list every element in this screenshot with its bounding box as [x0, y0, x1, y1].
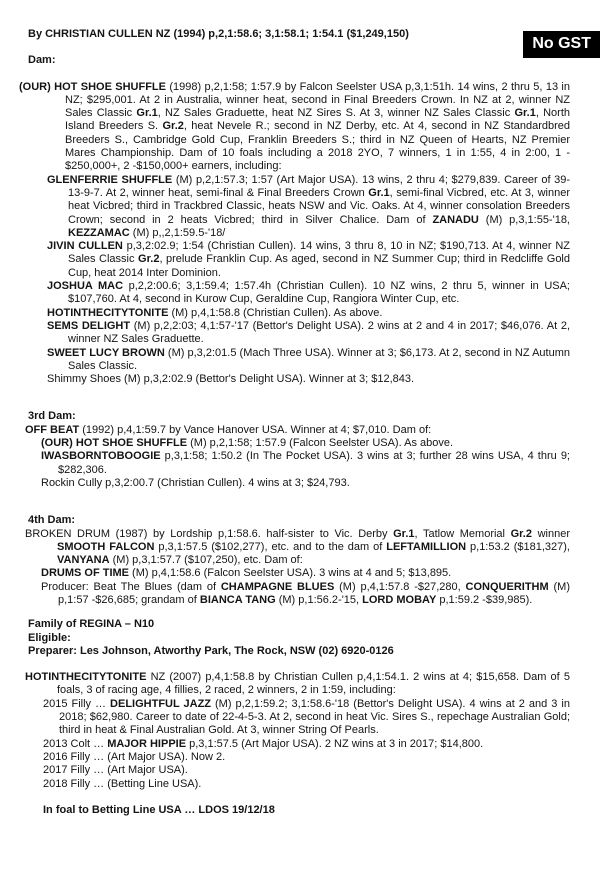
text-segment: IWASBORNTOBOOGIE: [41, 450, 161, 463]
text-segment: p,2,2:00.6; 3,1:59.4; 1:57.4h (Christian Cullen). 10 NZ wins, 2 thru 5, winner in USA; $107,760. At 4, second in Kurow Cup, Geraldine Cup, Rangiora Winter Cup, etc.: [68, 280, 570, 306]
foal-2017: [0, 764, 570, 777]
text-segment: DELIGHTFUL JAZZ: [110, 697, 212, 710]
progeny-hotinthecitytonite: [0, 307, 570, 320]
text-segment: p,1:59.2 -$39,985).: [436, 593, 533, 606]
text-segment: , heat Nevele R.; second in NZ Derby, etc. At 4, second in NZ Standardbred Breeders S., Cambridge Gold Cup, Franklin Breeders S.; third in NZ Queen of Hearts, NZ Premier Mares Championship. Dam of 10 foals including a 2018 2YO, 7 winners, 1 in 1:55, 4 in 2:00, 1 - $250,000+, 2 -$150,000+ earners, including:: [65, 120, 570, 173]
text-segment: By CHRISTIAN CULLEN NZ (1994) p,2,1:58.6; 3,1:58.1; 1:54.1 ($1,249,150): [28, 28, 409, 40]
text-segment: Gr.1: [136, 107, 158, 120]
fourth-dam-label: [28, 514, 570, 527]
text-segment: (M) p,,2,1:59.5-'18/: [129, 226, 226, 239]
text-segment: , semi-final Vicbred, etc. At 3, winner heat Vicbred; third in Trackbred Classic, heats NSW and Vic. Oaks. At 4, winner consolation Breeders Crown; second in 2 heats Vicbred; third in Silver Chalice. Dam of: [68, 186, 570, 226]
in-foal-section: [0, 804, 570, 817]
text-segment: (M) p,2,1:59.2; 3,1:58.6-'18 (Bettor's Delight USA). 4 wins at 2 and 3 in 2018; $62,980. Career to date of 22-4-5-3. At 2, second in heat Vic. Sires S., repechage Australian Gold; third in heat & Final Australian Gold. At 3, winner String Of Pearls.: [59, 697, 570, 737]
text-segment: , Tatlow Memorial: [414, 527, 511, 540]
text-segment: DRUMS OF TIME: [41, 567, 129, 580]
fourth-dam-entry: [0, 528, 570, 568]
text-segment: HOTINTHECITYTONITE: [47, 306, 169, 319]
fourth-dam-section: [0, 514, 570, 607]
text-segment: 3rd Dam:: [28, 410, 76, 423]
pedigree-page: [0, 28, 600, 817]
text-segment: p,3,1:57.5 ($102,277), etc. and to the dam of: [154, 540, 387, 553]
text-segment: (M) p,2,1:58; 1:57.9 (Falcon Seelster USA). As above.: [187, 437, 454, 450]
text-segment: In foal to Betting Line USA … LDOS 19/12/18: [43, 803, 275, 816]
third-dam-section: [0, 410, 570, 490]
foal-2015: [0, 698, 570, 738]
text-segment: LEFTAMILLION: [386, 540, 467, 553]
text-segment: p,3,1:58; 1:50.2 (In The Pocket USA). 3 wins at 3; further 28 wins USA, 4 thru 9; $282,306.: [58, 450, 570, 476]
text-segment: BIANCA TANG: [199, 593, 276, 606]
dam-label: [28, 54, 570, 67]
text-segment: OFF BEAT: [25, 423, 80, 436]
text-segment: , NZ Sales Graduette, heat NZ Sires S. At 3, winner NZ Sales Classic: [157, 107, 515, 120]
text-segment: Gr.1: [393, 527, 415, 540]
progeny-shimmy: [0, 373, 570, 386]
text-segment: SWEET LUCY BROWN: [47, 346, 165, 359]
lot-dam-section: [0, 671, 570, 791]
family-line: [28, 618, 570, 631]
text-segment: Dam:: [28, 54, 56, 67]
producer-note: [0, 581, 570, 608]
progeny-drums-of-time: [0, 567, 570, 580]
text-segment: Gr.2: [162, 120, 184, 133]
third-dam-entry: [0, 424, 570, 437]
text-segment: p,1:53.2 ($181,327),: [466, 540, 570, 553]
no-gst-badge: No GST: [523, 31, 600, 58]
text-segment: Family of REGINA – N10: [28, 618, 155, 631]
text-segment: 4th Dam:: [28, 514, 76, 527]
text-segment: Gr.2: [510, 527, 532, 540]
text-segment: (M) p,1:57 -$26,685; grandam of: [58, 580, 570, 606]
progeny-jivin: [0, 240, 570, 280]
text-segment: (OUR) HOT SHOE SHUFFLE: [19, 80, 166, 93]
text-segment: SMOOTH FALCON: [57, 540, 155, 553]
text-segment: (1992) p,4,1:59.7 by Vance Hanover USA. Winner at 4; $7,010. Dam of:: [79, 423, 432, 436]
text-segment: , prelude Franklin Cup. As aged, second in NZ Summer Cup; third in Redcliffe Gold Cup, heat 2014 Inter Dominion.: [68, 253, 570, 279]
text-segment: (M) p,4,1:58.6 (Falcon Seelster USA). 3 wins at 4 and 5; $13,895.: [129, 567, 452, 580]
text-segment: (M) p,3,1:55-'18,: [478, 213, 570, 226]
text-segment: (M) p,1:56.2-'15,: [275, 593, 363, 606]
progeny-glenferrie: [0, 174, 570, 240]
text-segment: (1998) p,2,1:58; 1:57.9 by Falcon Seelster USA p,3,1:51h. 14 wins, 2 thru 5, 13 in NZ; $295,001. At 2 in Australia, winner heat, second in Final Breeders Crown. In NZ at 2, winner NZ Sales Classic: [65, 80, 570, 120]
eligible-line: [28, 632, 570, 645]
foal-2018: [0, 778, 570, 791]
text-segment: Gr.1: [368, 186, 390, 199]
text-segment: BROKEN DRUM (1987) by Lordship p,1:58.6. half-sister to Vic. Derby: [25, 527, 394, 540]
text-segment: p,3,2:02.9; 1:54 (Christian Cullen). 14 wins, 3 thru 8, 10 in NZ; $190,713. At 4, winner NZ Sales Classic: [68, 240, 570, 266]
progeny-sems: [0, 320, 570, 347]
text-segment: CHAMPAGNE BLUES: [220, 580, 335, 593]
text-segment: Producer: Beat The Blues (dam of: [41, 580, 221, 593]
text-segment: SEMS DELIGHT: [47, 319, 131, 332]
text-segment: CONQUERITHM: [465, 580, 549, 593]
text-segment: 2017 Filly … (Art Major USA).: [43, 764, 188, 777]
text-segment: (M) p,2,2:03; 4,1:57-'17 (Bettor's Delight USA). 2 wins at 2 and 4 in 2017; $46,076. At 2, winner NZ Sales Graduette.: [68, 319, 570, 346]
progeny-hot-shoe-3rd: [0, 437, 570, 450]
in-foal-line: [43, 804, 570, 817]
text-segment: (M) p,3,2:01.5 (Mach Three USA). Winner at 3; $6,173. At 2, second in NZ Autumn Sales Classic.: [68, 346, 570, 372]
third-dam-label: [28, 410, 570, 423]
text-segment: 2016 Filly … (Art Major USA). Now 2.: [43, 750, 226, 763]
text-segment: JOSHUA MAC: [47, 280, 124, 293]
text-segment: 2013 Colt …: [43, 737, 108, 750]
text-segment: ZANADU: [432, 213, 479, 226]
text-segment: winner: [531, 527, 570, 540]
text-segment: Shimmy Shoes (M) p,3,2:02.9 (Bettor's Delight USA). Winner at 3; $12,843.: [47, 373, 415, 386]
family-section: [0, 618, 570, 658]
sire-section: [0, 28, 570, 41]
text-segment: 2015 Filly …: [43, 697, 111, 710]
text-segment: VANYANA: [57, 554, 110, 567]
text-segment: Rockin Cully p,3,2:00.7 (Christian Cullen). 4 wins at 3; $24,793.: [41, 476, 350, 489]
text-segment: Preparer: Les Johnson, Atworthy Park, The Rock, NSW (02) 6920-0126: [28, 644, 394, 657]
text-segment: Gr.2: [138, 253, 160, 266]
text-segment: HOTINTHECITYTONITE: [25, 671, 147, 684]
text-segment: (M) p,2,1:57.3; 1:57 (Art Major USA). 13 wins, 2 thru 4; $279,839. Career of 39-13-9-7. At 2, winner heat, semi-final & Final Breeders Crown: [68, 173, 571, 199]
lot-dam-entry: [0, 671, 570, 698]
preparer-line: [28, 645, 570, 658]
progeny-joshua: [0, 280, 570, 307]
text-segment: Gr.1: [514, 107, 536, 120]
text-segment: GLENFERRIE SHUFFLE: [47, 173, 173, 186]
progeny-sweet-lucy: [0, 347, 570, 374]
text-segment: (OUR) HOT SHOE SHUFFLE: [41, 437, 188, 450]
progeny-iwasborntoboogie: [0, 450, 570, 477]
dam-entry: [0, 81, 570, 174]
text-segment: MAJOR HIPPIE: [107, 737, 187, 750]
text-segment: (M) p,4,1:57.8 -$27,280,: [334, 580, 466, 593]
progeny-rockin-cully: [0, 477, 570, 490]
text-segment: KEZZAMAC: [68, 226, 130, 239]
dam-section: [0, 54, 570, 386]
text-segment: 2018 Filly … (Betting Line USA).: [43, 777, 202, 790]
text-segment: (M) p,4,1:58.8 (Christian Cullen). As above.: [168, 306, 383, 319]
foal-2016: [0, 751, 570, 764]
foal-2013: [0, 738, 570, 751]
pedigree-body: [0, 28, 600, 817]
text-segment: (M) p,3,1:57.7 ($107,250), etc. Dam of:: [109, 554, 303, 567]
text-segment: , North Island Breeders S.: [65, 107, 571, 133]
sire-line: [28, 28, 570, 41]
text-segment: p,3,1:57.5 (Art Major USA). 2 NZ wins at 3 in 2017; $14,800.: [186, 737, 484, 750]
text-segment: Eligible:: [28, 631, 71, 644]
text-segment: LORD MOBAY: [362, 593, 437, 606]
text-segment: JIVIN CULLEN: [47, 240, 123, 253]
text-segment: NZ (2007) p,4,1:58.8 by Christian Cullen p,4,1:54.1. 2 wins at 4; $15,658. Dam of 5 foals, 3 of racing age, 4 fillies, 2 raced, 2 winners, 2 in 1:59, including:: [57, 671, 570, 697]
